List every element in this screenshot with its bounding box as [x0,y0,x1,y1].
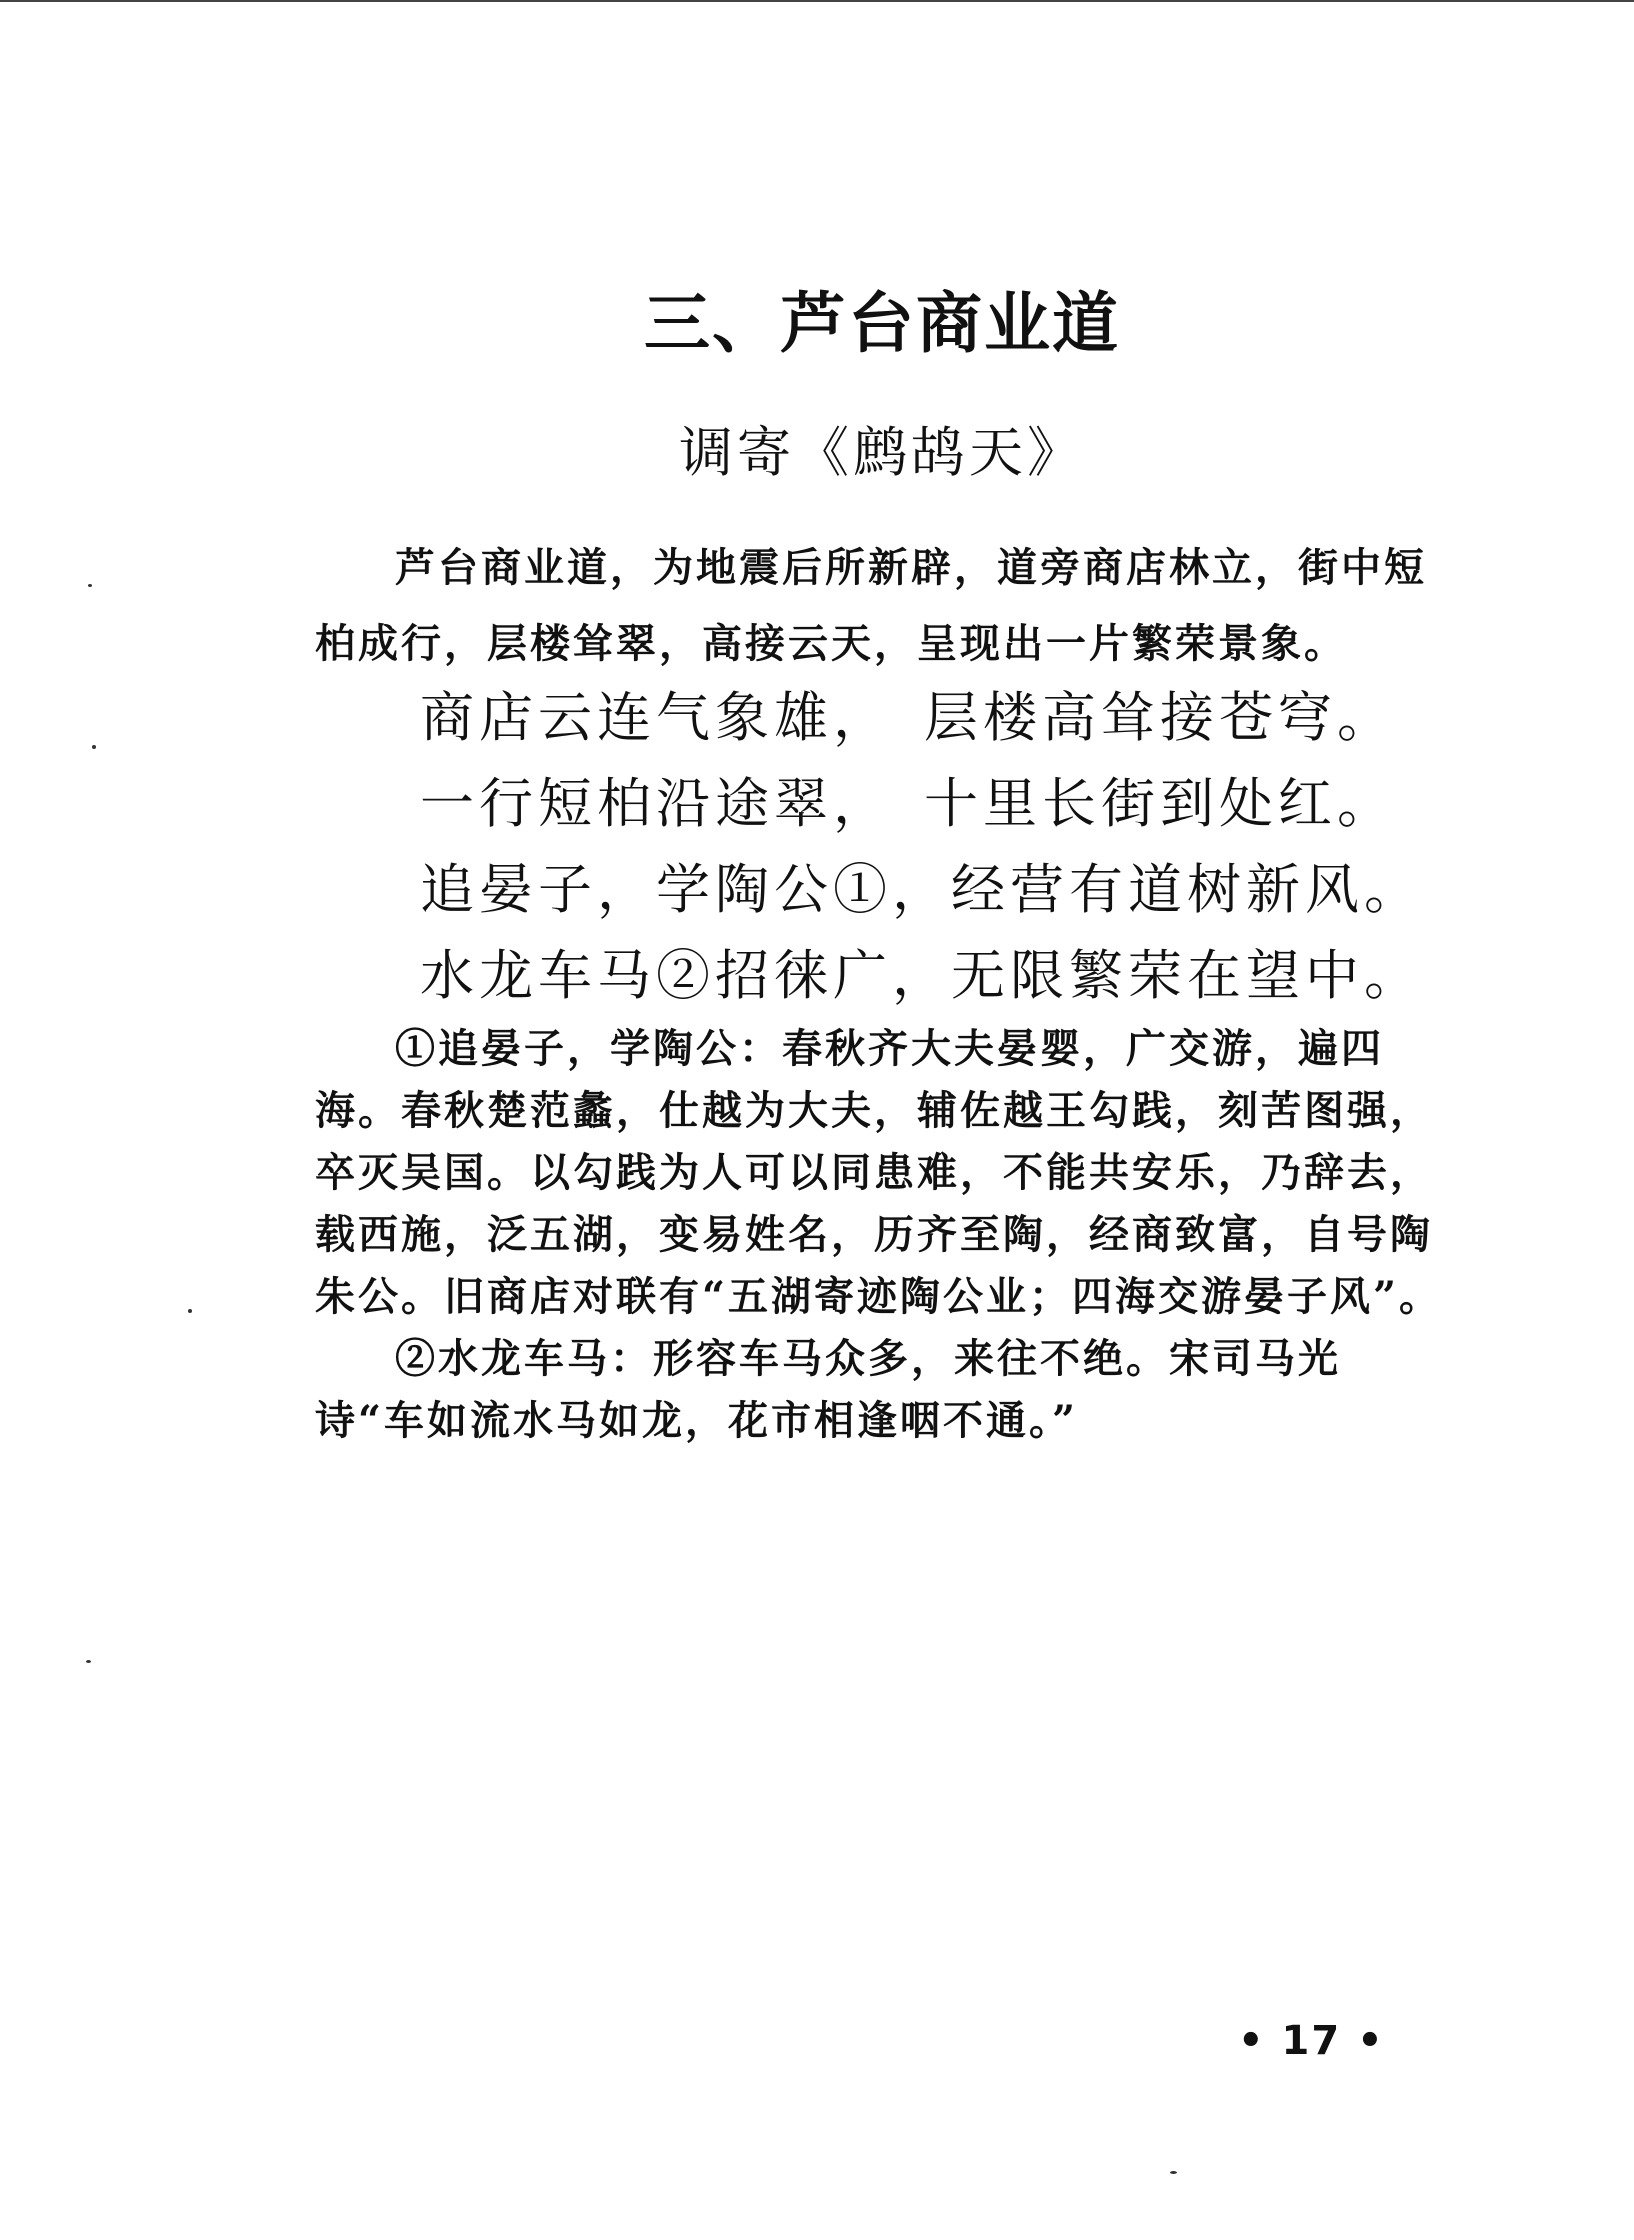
poem-line: 水龙车马②招徕广，无限繁荣在望中。 [420,944,1423,1007]
scan-speck [88,584,92,587]
poem-line: 商店云连气象雄， 层楼高耸接苍穹。 [420,686,1396,749]
page-number: • 17 • [1238,2018,1385,2064]
poem-line: 追晏子，学陶公①，经营有道树新风。 [420,858,1423,921]
scan-speck [188,1309,192,1313]
scan-speck [86,1660,91,1663]
scan-speck [92,745,96,749]
intro-paragraph: 芦台商业道，为地震后所新辟，道旁商店林立，街中短柏成行，层楼耸翠，高接云天，呈现出一片繁荣景象。 [315,544,1427,667]
top-border-rule [0,0,1634,2]
poem-block [420,675,1480,1019]
poem-line: 一行短柏沿途翠， 十里长街到处红。 [420,772,1396,835]
footnote-2: ②水龙车马：形容车马众多，来往不绝。宋司马光诗“车如流水马如龙，花市相逢咽不通。” [315,1335,1341,1444]
footnote-1: ①追晏子，学陶公：春秋齐大夫晏婴，广交游，遍四海。春秋楚范蠡，仕越为大夫，辅佐越王勾践，刻苦图强，卒灭吴国。以勾践为人可以同患难，不能共安乐，乃辞去，载西施，泛五湖，变易姓名，历齐至陶，经商致富，自号陶朱公。旧商店对联有“五湖寄迹陶公业；四海交游晏子风”。 [315,1025,1443,1320]
scan-speck [1170,2171,1177,2174]
tune-subtitle: 调寄《鹧鸪天》 [679,421,1085,484]
footnotes [315,1018,1445,1452]
section-title: 三、芦台商业道 [644,285,1120,362]
